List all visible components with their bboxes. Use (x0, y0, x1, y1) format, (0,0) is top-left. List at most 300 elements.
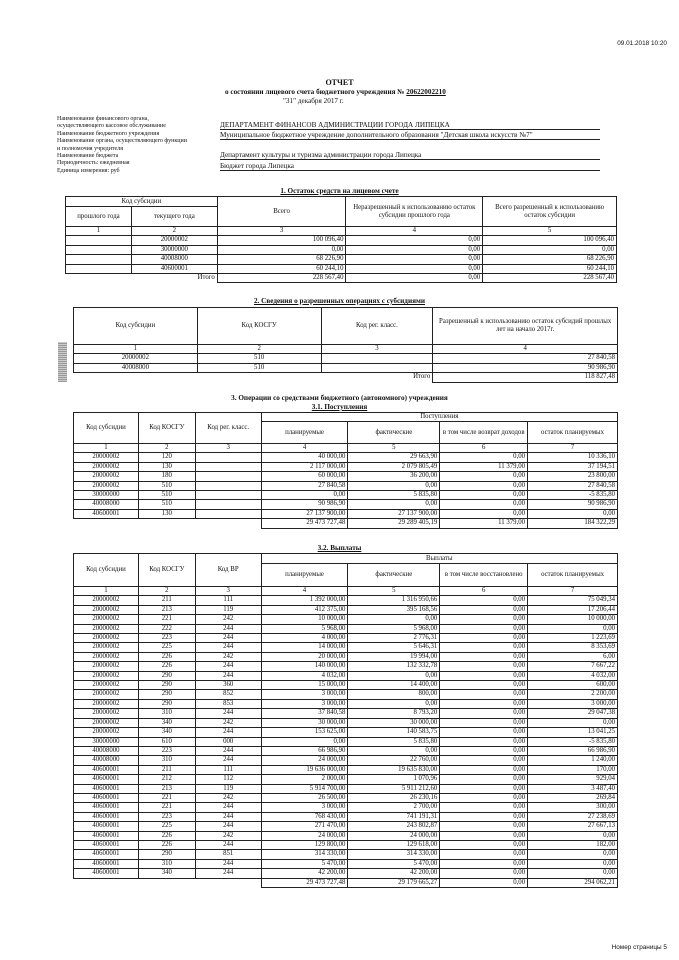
table-cell-plan: 27 840,58 (261, 481, 348, 490)
table-cell-code: 20000002 (74, 605, 139, 614)
table-cell-plan: 40 000,00 (261, 453, 348, 462)
table-cell-code: 30000000 (74, 491, 139, 500)
table-cell-rest: 29 047,38 (528, 709, 618, 718)
print-timestamp: 09.01.2018 10:20 (617, 40, 667, 47)
table-cell-code: 20000002 (74, 615, 139, 624)
table-cell-allowed: 100 096,40 (483, 236, 617, 245)
table-cell-fact: 42 200,00 (348, 869, 440, 878)
table-cell-ret: 0,00 (440, 671, 528, 680)
table-cell-rest: 1 223,69 (528, 634, 618, 643)
table-cell-kosgu: 213 (138, 605, 195, 614)
table-cell-plan: 10 000,00 (261, 615, 348, 624)
table-cell-plan: 0,00 (261, 491, 348, 500)
table-cell-kosgu: 510 (138, 500, 195, 509)
info-label: Наименование бюджета (57, 153, 119, 160)
col-num: 5 (348, 587, 440, 596)
table-cell-kosgu: 225 (138, 822, 195, 831)
table-row (66, 264, 617, 273)
table-cell-vr: 242 (195, 831, 261, 840)
table-row (74, 634, 618, 643)
founder: Департамент культуры и туризма администрации города Липецка (220, 151, 600, 160)
table-cell-fact: 29 663,90 (348, 453, 440, 462)
table-cell-ret: 0,00 (440, 831, 528, 840)
info-label: Наименование бюджетного учреждения (57, 130, 160, 137)
info-label: осуществляющего кассовое обслуживание (57, 123, 166, 130)
table-cell-rest: 300,00 (528, 803, 618, 812)
table-cell-rest: 182,00 (528, 840, 618, 849)
table-row (74, 605, 618, 614)
col-num: 2 (131, 227, 217, 236)
table-cell-rest: 66 986,90 (528, 746, 618, 755)
table-cell-ret: 0,00 (440, 756, 528, 765)
h-ret: в том числе возврат доходов (440, 422, 528, 444)
h-allowed: Всего разрешенный к использованию остаток субсидии (483, 197, 617, 227)
table-cell-total: 60 244,10 (217, 264, 346, 273)
table-cell-fact: 14 400,00 (348, 681, 440, 690)
table-cell-vr: 244 (195, 859, 261, 868)
table-cell-plan: 153 625,00 (261, 728, 348, 737)
table-row (74, 453, 618, 462)
table-cell-kosgu: 221 (138, 793, 195, 802)
table-cell-val: 90 986,90 (433, 363, 618, 372)
table-cell-fact: 0,00 (348, 500, 440, 509)
table-cell-kosgu: 180 (138, 472, 195, 481)
table-cell-vr: 242 (195, 793, 261, 802)
table-cell-ret: 0,00 (440, 699, 528, 708)
table-cell-code: 20000002 (74, 354, 198, 363)
col-num: 2 (138, 444, 195, 453)
table-cell-cur: 40600001 (131, 264, 217, 273)
table-cell-rest: 0,00 (528, 850, 618, 859)
table-cell-plan: 0,00 (261, 737, 348, 746)
info-labels (57, 116, 217, 175)
table-cell-ret: 0,00 (440, 793, 528, 802)
col-num: 4 (346, 227, 483, 236)
table-cell-ret: 0,00 (440, 596, 528, 605)
total-cell: 184 322,29 (528, 519, 618, 528)
table-cell-code: 40600001 (74, 784, 139, 793)
table-cell-plan: 26 500,00 (261, 793, 348, 802)
table-cell-fact: 395 168,56 (348, 605, 440, 614)
table-cell-reg (321, 354, 433, 363)
table-cell-vr: 242 (195, 615, 261, 624)
table-row (74, 831, 618, 840)
table-cell-plan: 768 430,00 (261, 812, 348, 821)
table-cell-code: 20000002 (74, 699, 139, 708)
table-cell-ret: 0,00 (440, 605, 528, 614)
table-cell-rest: 7 667,22 (528, 662, 618, 671)
table-cell-plan: 14 000,00 (261, 643, 348, 652)
table-row (74, 869, 618, 878)
table-cell-prev (66, 255, 132, 264)
table-cell-kosgu: 310 (138, 709, 195, 718)
receipts-table (73, 412, 618, 529)
table-cell-rest: 3 000,00 (528, 699, 618, 708)
table-cell-code: 20000002 (74, 681, 139, 690)
table-cell-code: 30000000 (74, 737, 139, 746)
table-cell-plan: 37 840,58 (261, 709, 348, 718)
table-cell-vr: 244 (195, 822, 261, 831)
col-num: 3 (217, 227, 346, 236)
table-cell-plan: 412 375,00 (261, 605, 348, 614)
table-cell-rest: 8 353,69 (528, 643, 618, 652)
table-cell-rest: 90 986,90 (528, 500, 618, 509)
table-cell-code: 40600001 (74, 822, 139, 831)
table-cell-vr: 853 (195, 699, 261, 708)
table-row (66, 255, 617, 264)
table-cell-unres: 0,00 (346, 264, 483, 273)
table-cell-vr: 244 (195, 634, 261, 643)
col-num: 3 (195, 444, 261, 453)
table-cell-rest: -5 835,80 (528, 491, 618, 500)
table-cell-code: 20000002 (74, 671, 139, 680)
h-ret: в том числе восстановлено (440, 564, 528, 587)
table-cell-plan: 5 968,00 (261, 624, 348, 633)
table-cell-reg (195, 509, 261, 518)
table-cell-code: 40600001 (74, 509, 139, 518)
table-row (74, 840, 618, 849)
total-cell: 228 567,40 (217, 274, 346, 283)
table-cell-ret: 0,00 (440, 690, 528, 699)
table-cell-kosgu: 340 (138, 728, 195, 737)
table-row (74, 363, 618, 372)
h-rest: остаток планируемых (528, 564, 618, 587)
table-cell-val: 27 840,58 (433, 354, 618, 363)
table-cell-fact: 132 332,78 (348, 662, 440, 671)
table-cell-code: 40008000 (74, 756, 139, 765)
table-cell-rest: 37 194,51 (528, 462, 618, 471)
table-cell-plan: 1 392 000,00 (261, 596, 348, 605)
h-code: Код субсидии (74, 308, 198, 345)
table-cell-reg (195, 462, 261, 471)
table-cell-ret: 0,00 (440, 718, 528, 727)
table-cell-ret: 0,00 (440, 662, 528, 671)
table-cell-total: 0,00 (217, 245, 346, 254)
table-cell-vr: 244 (195, 662, 261, 671)
table-cell-fact: 0,00 (348, 481, 440, 490)
table-cell-plan: 24 000,00 (261, 756, 348, 765)
total-cell: 29 179 665,27 (348, 878, 440, 887)
table-cell-kosgu: 510 (197, 363, 321, 372)
table-cell-plan: 5 914 700,00 (261, 784, 348, 793)
table-cell-ret: 0,00 (440, 624, 528, 633)
table-row (66, 245, 617, 254)
table-cell-reg (195, 472, 261, 481)
col-num: 1 (66, 227, 132, 236)
table-cell-kosgu: 120 (138, 453, 195, 462)
info-label: Наименование финансового органа, (57, 116, 149, 122)
table-row (74, 850, 618, 859)
table-cell-rest: 0,00 (528, 831, 618, 840)
table-cell-ret: 0,00 (440, 746, 528, 755)
col-num: 2 (138, 587, 195, 596)
table-cell-plan: 20 000,00 (261, 652, 348, 661)
table-cell-rest: 10 336,10 (528, 453, 618, 462)
table-cell-fact: 5 911 212,60 (348, 784, 440, 793)
table-cell-plan: 4 000,00 (261, 634, 348, 643)
table-cell-ret: 0,00 (440, 812, 528, 821)
table-cell-cur: 40008000 (131, 255, 217, 264)
table-row (74, 746, 618, 755)
h-vr: Код ВР (195, 554, 261, 587)
table-cell-vr: 244 (195, 812, 261, 821)
h-cur: текущего года (131, 207, 217, 227)
h-code: Код субсидии (74, 413, 139, 444)
h-rest: остаток планируемых (528, 422, 618, 444)
table-row (74, 822, 618, 831)
table-cell-ret: 0,00 (440, 500, 528, 509)
col-num: 6 (440, 444, 528, 453)
table-cell-kosgu: 310 (138, 859, 195, 868)
total-cell: 294 062,21 (528, 878, 618, 887)
h-plan: планируемые (261, 564, 348, 587)
table-cell-fact: 243 802,87 (348, 822, 440, 831)
table-row (74, 803, 618, 812)
table-cell-code: 20000002 (74, 662, 139, 671)
table-row (74, 596, 618, 605)
table-cell-cur: 30000000 (131, 245, 217, 254)
table-cell-fact: 27 137 900,00 (348, 509, 440, 518)
table-cell-kosgu: 226 (138, 831, 195, 840)
table-cell-vr: 244 (195, 643, 261, 652)
fin-org: ДЕПАРТАМЕНТ ФИНАНСОВ АДМИНИСТРАЦИИ ГОРОДА ЛИПЕЦКА (220, 121, 600, 130)
table-cell-vr: 242 (195, 652, 261, 661)
table-cell-plan: 24 000,00 (261, 831, 348, 840)
table-cell-plan: 3 000,00 (261, 699, 348, 708)
table-cell-vr: 244 (195, 869, 261, 878)
table-cell-code: 40600001 (74, 859, 139, 868)
total-cell: 118 827,48 (433, 373, 618, 382)
table-cell-kosgu: 223 (138, 746, 195, 755)
table-cell-rest: 0,00 (528, 509, 618, 518)
table-row (74, 462, 618, 471)
table-cell-rest: 2 200,00 (528, 690, 618, 699)
balance-table (65, 196, 617, 283)
table-cell-code: 40600001 (74, 793, 139, 802)
table-cell-fact: 140 583,75 (348, 728, 440, 737)
table-row (74, 481, 618, 490)
table-cell-rest: 13 041,25 (528, 728, 618, 737)
subtitle-text: о состоянии лицевого счета бюджетного учреждения № (225, 88, 405, 96)
table-cell-fact: 19 635 830,00 (348, 765, 440, 774)
table-cell-kosgu: 290 (138, 850, 195, 859)
table-cell-plan: 90 986,90 (261, 500, 348, 509)
table-cell-plan: 140 000,00 (261, 662, 348, 671)
table-cell-vr: 119 (195, 605, 261, 614)
table-cell-ret: 0,00 (440, 728, 528, 737)
h-total: Всего (217, 197, 346, 227)
h-code: Код субсидии (74, 554, 139, 587)
table-cell-kosgu: 510 (138, 491, 195, 500)
table-cell-code: 20000002 (74, 634, 139, 643)
table-cell-rest: 170,00 (528, 765, 618, 774)
table-cell-kosgu: 211 (138, 596, 195, 605)
section2-title: 2. Сведения о разрешенных операциях с субсидиями (253, 297, 426, 305)
report-subtitle (225, 88, 446, 96)
col-num: 2 (197, 345, 321, 354)
col-num: 6 (440, 587, 528, 596)
table-cell-fact: 5 835,80 (348, 737, 440, 746)
table-cell-code: 40600001 (74, 840, 139, 849)
table-cell-kosgu: 610 (138, 737, 195, 746)
table-row (74, 624, 618, 633)
table-cell-code: 20000002 (74, 728, 139, 737)
table-cell-reg (195, 481, 261, 490)
table-cell-code: 40600001 (74, 765, 139, 774)
table-cell-vr: 111 (195, 765, 261, 774)
table-cell-kosgu: 290 (138, 681, 195, 690)
h-fact: фактические (348, 564, 440, 587)
table-cell-code: 40008000 (74, 746, 139, 755)
table-cell-ret: 0,00 (440, 803, 528, 812)
table-row (74, 652, 618, 661)
table-cell-plan: 27 137 900,00 (261, 509, 348, 518)
table-cell-kosgu: 212 (138, 775, 195, 784)
table-cell-plan: 4 032,00 (261, 671, 348, 680)
table-cell-vr: 000 (195, 737, 261, 746)
h-kosgu: Код КОСГУ (138, 413, 195, 444)
table-row (74, 699, 618, 708)
table-cell-fact: 1 316 950,66 (348, 596, 440, 605)
table-cell-vr: 244 (195, 803, 261, 812)
table-cell-rest: 27 238,69 (528, 812, 618, 821)
col-num: 5 (348, 444, 440, 453)
report-date: "31" декабря 2017 г. (283, 97, 344, 105)
table-row (74, 775, 618, 784)
table-cell-plan: 129 800,00 (261, 840, 348, 849)
table-cell-fact: 5 646,31 (348, 643, 440, 652)
table-cell-fact: 22 760,00 (348, 756, 440, 765)
table-cell-kosgu: 290 (138, 671, 195, 680)
table-row (74, 737, 618, 746)
table-cell-ret: 0,00 (440, 652, 528, 661)
table-cell-fact: 741 191,31 (348, 812, 440, 821)
table-cell-fact: 0,00 (348, 699, 440, 708)
col-num: 7 (528, 587, 618, 596)
table-cell-rest: -5 835,80 (528, 737, 618, 746)
table-row (74, 500, 618, 509)
table-row (74, 728, 618, 737)
table-row (74, 491, 618, 500)
table-cell-ret: 0,00 (440, 765, 528, 774)
table-cell-allowed: 60 244,10 (483, 264, 617, 273)
table-cell-kosgu: 290 (138, 690, 195, 699)
col-num: 1 (74, 587, 139, 596)
table-cell-code: 40008000 (74, 500, 139, 509)
table-cell-vr: 244 (195, 746, 261, 755)
h-allowed: Разрешенный к использованию остаток субсидий прошлых лет на начало 2017г. (433, 308, 618, 345)
col-num: 3 (195, 587, 261, 596)
table-cell-plan: 314 330,00 (261, 850, 348, 859)
table-cell-rest: 23 800,00 (528, 472, 618, 481)
table-row (74, 690, 618, 699)
table-cell-kosgu: 510 (197, 354, 321, 363)
h-plan: планируемые (261, 422, 348, 444)
h-fact: фактические (348, 422, 440, 444)
table-cell-plan: 30 000,00 (261, 718, 348, 727)
col-num: 7 (528, 444, 618, 453)
table-cell-rest: 0,00 (528, 624, 618, 633)
table-cell-kosgu: 226 (138, 840, 195, 849)
table-cell-code: 20000002 (74, 462, 139, 471)
table-cell-rest: 600,00 (528, 681, 618, 690)
table-cell-unres: 0,00 (346, 255, 483, 264)
table-cell-vr: 112 (195, 775, 261, 784)
table-cell-kosgu: 130 (138, 462, 195, 471)
table-cell-fact: 19 994,00 (348, 652, 440, 661)
table-cell-code: 20000002 (74, 472, 139, 481)
table-cell-fact: 2 700,00 (348, 803, 440, 812)
table-cell-reg (195, 491, 261, 500)
table-cell-fact: 36 200,00 (348, 472, 440, 481)
info-label: Единица измерения: руб (57, 167, 120, 174)
table-cell-fact: 0,00 (348, 746, 440, 755)
table-cell-kosgu: 225 (138, 643, 195, 652)
table-row (74, 812, 618, 821)
table-cell-ret: 0,00 (440, 643, 528, 652)
table-cell-unres: 0,00 (346, 245, 483, 254)
table-cell-code: 40008000 (74, 363, 198, 372)
table-cell-code: 20000002 (74, 718, 139, 727)
table-cell-fact: 0,00 (348, 615, 440, 624)
h-code: Код субсидии (66, 197, 218, 207)
col-num: 4 (261, 444, 348, 453)
total-cell: 29 473 727,48 (261, 878, 348, 887)
table-cell-ret: 0,00 (440, 784, 528, 793)
table-cell-plan: 3 000,00 (261, 803, 348, 812)
table-row (74, 859, 618, 868)
h-reg: Код рег. класс. (321, 308, 433, 345)
table-row (74, 509, 618, 518)
table-cell-ret: 0,00 (440, 509, 528, 518)
table-cell-ret: 0,00 (440, 822, 528, 831)
table-cell-fact: 0,00 (348, 671, 440, 680)
table-cell-rest: 27 667,13 (528, 822, 618, 831)
table-cell-vr: 111 (195, 596, 261, 605)
table-cell-rest: 75 049,34 (528, 596, 618, 605)
table-cell-fact: 2 776,31 (348, 634, 440, 643)
table-row (74, 472, 618, 481)
col-num: 3 (321, 345, 433, 354)
table-cell-kosgu: 223 (138, 812, 195, 821)
table-cell-plan: 2 000,00 (261, 775, 348, 784)
section31-title: 3.1. Поступления (311, 403, 368, 411)
table-cell-kosgu: 510 (138, 481, 195, 490)
col-num: 1 (74, 345, 198, 354)
table-cell-prev (66, 236, 132, 245)
total-label: Итого (413, 373, 431, 381)
section3-title: 3. Операции со средствами бюджетного (автономного) учреждения (231, 394, 448, 402)
table-cell-total: 68 226,90 (217, 255, 346, 264)
table-cell-rest: 17 206,44 (528, 605, 618, 614)
table-cell-kosgu: 226 (138, 662, 195, 671)
table-cell-rest: 1 240,00 (528, 756, 618, 765)
table-cell-rest: 4 032,00 (528, 671, 618, 680)
total-cell: 228 567,40 (483, 274, 617, 283)
table-cell-ret: 0,00 (440, 850, 528, 859)
table-cell-fact: 8 793,20 (348, 709, 440, 718)
table-cell-fact: 314 330,00 (348, 850, 440, 859)
table-cell-rest: 0,00 (528, 869, 618, 878)
table-row (66, 236, 617, 245)
table-cell-kosgu: 310 (138, 756, 195, 765)
table-cell-prev (66, 245, 132, 254)
info-label: Периодичность: ежедневная (57, 160, 130, 167)
table-cell-ret: 0,00 (440, 453, 528, 462)
table-cell-rest: 929,04 (528, 775, 618, 784)
table-cell-vr: 852 (195, 690, 261, 699)
table-cell-unres: 0,00 (346, 236, 483, 245)
